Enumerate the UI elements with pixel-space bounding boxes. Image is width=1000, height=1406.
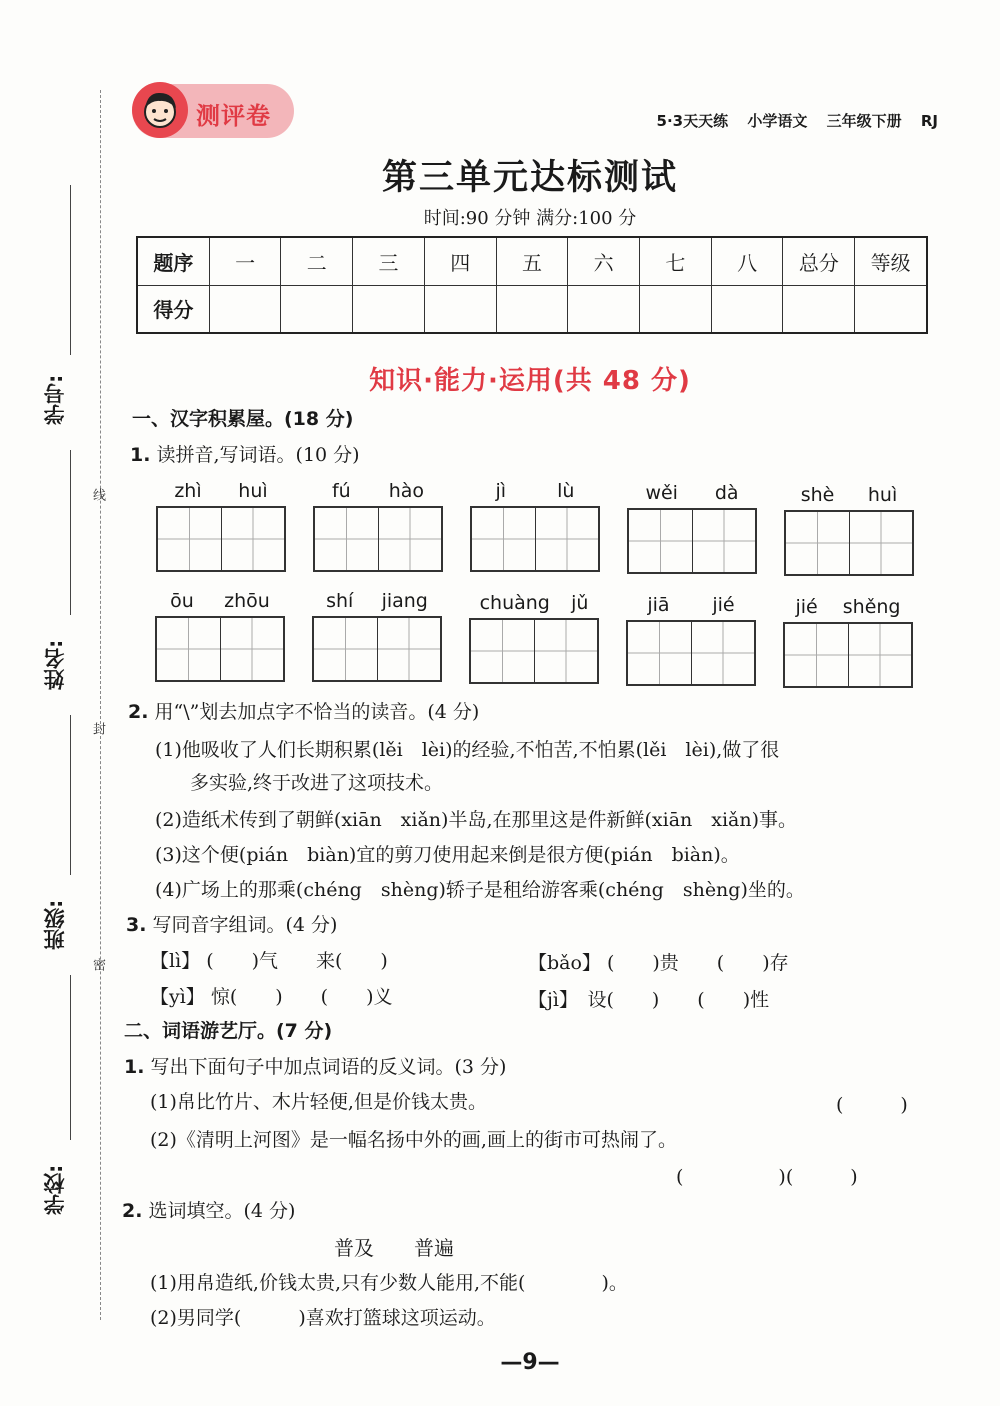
score-table-score-row (137, 285, 927, 333)
score-header-cell: 八 (711, 237, 783, 285)
part1-heading: 一、汉字积累屋。(18 分) (132, 408, 354, 430)
score-header-cell: 三 (353, 237, 425, 285)
series-subject: 小学语文 (747, 112, 808, 130)
question-text: 写同音字组词。(4 分) (152, 914, 338, 936)
score-header-cell: 一 (209, 237, 281, 285)
part2-heading: 二、词语游艺厅。(7 分) (124, 1020, 333, 1042)
pinyin-box[interactable] (626, 594, 756, 686)
student-id-label: 学号: (43, 374, 67, 426)
pinyin-syllable: zhì (174, 480, 202, 502)
q2-sentence-1a: (1)他吸收了人们长期积累(lěi lèi)的经验,不怕苦,不怕累(lěi lèi),做了很 (155, 739, 780, 761)
pinyin-syllable: hào (388, 480, 424, 502)
score-blank-cell[interactable] (783, 285, 855, 333)
class-label: 班级: (43, 899, 67, 951)
pinyin-box[interactable] (156, 480, 286, 572)
pinyin-syllable: zhōu (224, 590, 270, 612)
score-blank-cell[interactable] (281, 285, 353, 333)
question-text: 写出下面句子中加点词语的反义词。(3 分) (150, 1056, 507, 1078)
score-blank-cell[interactable] (353, 285, 425, 333)
score-blank-cell[interactable] (209, 285, 281, 333)
pinyin-syllable: jǔ (571, 592, 589, 614)
binding-dashed-line (100, 90, 101, 1320)
score-header-cell: 题序 (137, 237, 209, 285)
q3-row2-right: 【jì】 设( ) ( )性 (528, 989, 770, 1011)
pinyin-syllable: dà (714, 482, 739, 504)
pinyin-box[interactable] (627, 482, 757, 574)
pinyin-box[interactable] (783, 596, 913, 688)
p2q2-sentence-2: (2)男同学( )喜欢打篮球这项运动。 (150, 1307, 496, 1329)
pinyin-box[interactable] (470, 480, 600, 572)
part1-q2 (128, 697, 479, 724)
q2-sentence-2: (2)造纸术传到了朝鲜(xiān xiǎn)半岛,在那里这是件新鲜(xiān xiǎn)事。 (155, 809, 798, 831)
pinyin-syllable: jiā (647, 594, 670, 616)
pinyin-syllable: shè (800, 484, 835, 506)
p2q2-sentence-1: (1)用帛造纸,价钱太贵,只有少数人能用,不能( )。 (150, 1272, 628, 1294)
q3-row1-left: 【lì】 ( )气 来( ) (150, 950, 388, 972)
score-header-cell: 等级 (855, 237, 927, 285)
pinyin-syllable: fú (331, 480, 351, 502)
series-brand: 5·3天天练 (656, 112, 729, 130)
q2-sentence-4: (4)广场上的那乘(chéng shèng)轿子是租给游客乘(chéng shèng)坐的。 (155, 879, 805, 901)
score-blank-cell[interactable] (640, 285, 712, 333)
seal-char-secret: 密 (90, 958, 105, 971)
p2q1-sentence-1: (1)帛比竹片、木片轻便,但是价钱太贵。 (150, 1091, 487, 1113)
pinyin-syllable: jì (495, 480, 507, 502)
pinyin-syllable: jiang (381, 590, 428, 612)
writing-grid[interactable] (784, 510, 914, 576)
pinyin-syllable: wěi (645, 482, 678, 504)
question-text: 读拼音,写词语。(10 分) (156, 444, 360, 466)
writing-grid[interactable] (155, 616, 285, 682)
score-blank-cell[interactable] (711, 285, 783, 333)
writing-grid[interactable] (313, 506, 443, 572)
pinyin-syllable: lù (557, 480, 575, 502)
writing-grid[interactable] (469, 618, 599, 684)
score-blank-cell[interactable] (568, 285, 640, 333)
pinyin-syllable: huì (867, 484, 898, 506)
question-text: 选词填空。(4 分) (148, 1200, 296, 1222)
writing-grid[interactable] (470, 506, 600, 572)
class-line (70, 715, 71, 875)
score-header-cell: 五 (496, 237, 568, 285)
pinyin-box[interactable] (312, 590, 442, 682)
badge-label: 测评卷 (196, 102, 271, 130)
writing-grid[interactable] (627, 508, 757, 574)
score-blank-cell[interactable] (496, 285, 568, 333)
p2q1-answer-blank-2[interactable]: ( )( ) (676, 1166, 858, 1188)
pinyin-syllable: jié (712, 594, 735, 616)
score-blank-cell[interactable] (424, 285, 496, 333)
pinyin-box[interactable] (784, 484, 914, 576)
question-number: 2. (122, 1200, 143, 1222)
pinyin-syllable: shí (326, 590, 354, 612)
section-banner: 知识·能力·运用(共 48 分) (369, 366, 691, 396)
q3-row2-left: 【yì】 惊( ) ( )义 (150, 986, 393, 1008)
score-header-cell: 总分 (783, 237, 855, 285)
question-number: 1. (124, 1056, 145, 1078)
part2-q2 (122, 1196, 295, 1223)
score-header-cell: 二 (281, 237, 353, 285)
score-blank-cell[interactable] (855, 285, 927, 333)
series-edition: RJ (920, 112, 938, 130)
q2-sentence-1b: 多实验,终于改进了这项技术。 (190, 772, 444, 794)
page-title: 第三单元达标测试 (381, 157, 678, 198)
word-choices: 普及 普遍 (334, 1236, 454, 1260)
school-label: 学校: (43, 1164, 67, 1216)
series-grade: 三年级下册 (826, 112, 902, 130)
writing-grid[interactable] (626, 620, 756, 686)
q3-row1-right: 【bǎo】 ( )贵 ( )存 (528, 952, 789, 974)
pinyin-syllable: jié (795, 596, 818, 618)
part2-q1 (124, 1052, 506, 1079)
name-label: 姓名: (43, 639, 67, 691)
pinyin-syllable: huì (238, 480, 268, 502)
seal-char-seal: 封 (90, 722, 105, 735)
score-table (136, 236, 928, 334)
question-number: 3. (126, 914, 147, 936)
series-info (643, 110, 938, 131)
question-text: 用“\”划去加点字不恰当的读音。(4 分) (154, 701, 480, 723)
writing-grid[interactable] (783, 622, 913, 688)
question-number: 1. (130, 444, 151, 466)
pinyin-box[interactable] (469, 592, 599, 684)
writing-grid[interactable] (312, 616, 442, 682)
score-header-cell: 六 (568, 237, 640, 285)
pinyin-box[interactable] (313, 480, 443, 572)
pinyin-syllable: shěng (842, 596, 901, 618)
name-line (70, 450, 71, 615)
part1-q1 (130, 440, 360, 467)
time-and-score: 时间:90 分钟 满分:100 分 (423, 208, 637, 229)
seal-char-line: 线 (90, 488, 105, 501)
cartoon-face-icon (132, 82, 188, 138)
pinyin-syllable: chuàng (479, 592, 550, 614)
score-row-label: 得分 (137, 285, 209, 333)
score-header-cell: 七 (640, 237, 712, 285)
part1-q3 (126, 910, 337, 937)
p2q1-sentence-2: (2)《清明上河图》是一幅名扬中外的画,画上的街市可热闹了。 (150, 1129, 677, 1151)
score-header-cell: 四 (424, 237, 496, 285)
question-number: 2. (128, 701, 149, 723)
pinyin-syllable: ōu (170, 590, 194, 612)
p2q1-answer-blank-1[interactable]: ( ) (836, 1094, 908, 1116)
page-number: —9— (500, 1350, 560, 1375)
school-line (70, 975, 71, 1140)
q2-sentence-3: (3)这个便(pián biàn)宜的剪刀使用起来倒是很方便(pián biàn)。 (155, 844, 740, 866)
pinyin-box[interactable] (155, 590, 285, 682)
writing-grid[interactable] (156, 506, 286, 572)
score-table-header-row (137, 237, 927, 285)
